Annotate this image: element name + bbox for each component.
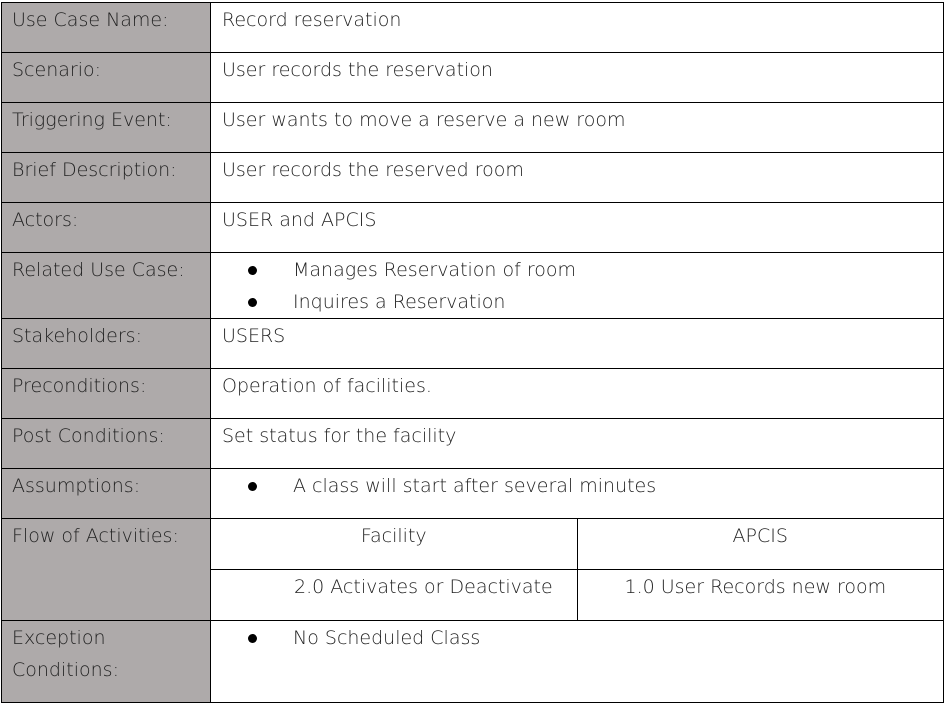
- label-exception-line-1: Exception: [12, 627, 106, 649]
- value-actors: USER and APCIS: [211, 203, 944, 253]
- row-actors: [2, 203, 944, 253]
- list-item: [211, 254, 943, 286]
- assumption-item: A class will start after several minutes: [293, 475, 657, 497]
- value-stakeholders: USERS: [211, 319, 944, 369]
- value-post-conditions: Set status for the facility: [211, 419, 944, 469]
- list-item: [211, 286, 943, 318]
- label-assumptions: Assumptions:: [2, 469, 211, 519]
- exception-item: No Scheduled Class: [293, 627, 481, 649]
- bullet-icon: [248, 482, 257, 491]
- row-related-use-case: [2, 253, 944, 319]
- label-exception-line-2: Conditions:: [12, 659, 119, 681]
- label-use-case-name: Use Case Name:: [2, 3, 211, 53]
- row-exception-conditions: [2, 621, 944, 703]
- related-use-case-item: Manages Reservation of room: [293, 259, 577, 281]
- value-assumptions: [211, 469, 944, 519]
- label-related-use-case: Related Use Case:: [2, 253, 211, 319]
- bullet-icon: [248, 266, 257, 275]
- list-item: [211, 470, 943, 502]
- label-stakeholders: Stakeholders:: [2, 319, 211, 369]
- label-actors: Actors:: [2, 203, 211, 253]
- label-triggering-event: Triggering Event:: [2, 103, 211, 153]
- value-scenario: User records the reservation: [211, 53, 944, 103]
- value-related-use-case: [211, 253, 944, 319]
- label-exception-conditions: [2, 621, 211, 703]
- row-stakeholders: [2, 319, 944, 369]
- row-scenario: [2, 53, 944, 103]
- value-preconditions: Operation of facilities.: [211, 369, 944, 419]
- bullet-icon: [248, 634, 257, 643]
- value-use-case-name: Record reservation: [211, 3, 944, 53]
- value-brief-description: User records the reserved room: [211, 153, 944, 203]
- label-preconditions: Preconditions:: [2, 369, 211, 419]
- row-use-case-name: [2, 3, 944, 53]
- value-triggering-event: User wants to move a reserve a new room: [211, 103, 944, 153]
- exception-conditions-list: [211, 622, 943, 654]
- row-post-conditions: [2, 419, 944, 469]
- related-use-case-list: [211, 254, 943, 318]
- row-preconditions: [2, 369, 944, 419]
- use-case-table: [1, 2, 944, 703]
- flow-table: [211, 519, 943, 620]
- flow-header-row: [211, 519, 943, 570]
- label-flow-of-activities: Flow of Activities:: [2, 519, 211, 621]
- flow-header-facility: Facility: [211, 519, 577, 570]
- flow-header-apcis: APCIS: [577, 519, 943, 570]
- assumptions-list: [211, 470, 943, 502]
- label-post-conditions: Post Conditions:: [2, 419, 211, 469]
- row-flow-of-activities: [2, 519, 944, 621]
- flow-apcis-step: 1.0 User Records new room: [624, 576, 887, 598]
- flow-of-activities-cell: [211, 519, 944, 621]
- value-exception-conditions: [211, 621, 944, 703]
- list-item: [211, 622, 943, 654]
- flow-step-row: [211, 570, 943, 621]
- row-assumptions: [2, 469, 944, 519]
- row-brief-description: [2, 153, 944, 203]
- bullet-icon: [248, 298, 257, 307]
- label-brief-description: Brief Description:: [2, 153, 211, 203]
- flow-facility-step: 2.0 Activates or Deactivate: [211, 570, 577, 621]
- row-triggering-event: [2, 103, 944, 153]
- label-scenario: Scenario:: [2, 53, 211, 103]
- related-use-case-item: Inquires a Reservation: [293, 291, 506, 313]
